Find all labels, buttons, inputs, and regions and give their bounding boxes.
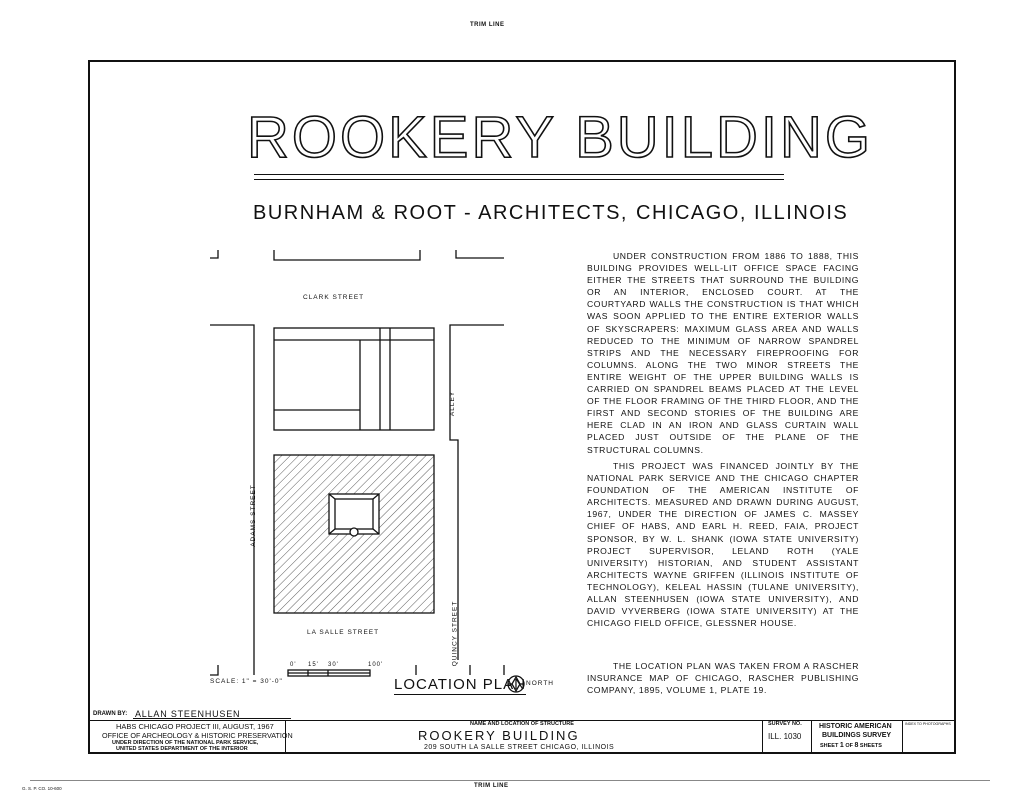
project-line-3: UNDER DIRECTION OF THE NATIONAL PARK SERVICE, (112, 740, 259, 746)
project-line-4: UNITED STATES DEPARTMENT OF THE INTERIOR (116, 746, 248, 752)
trim-rule-bottom (30, 780, 990, 781)
credits-paragraph: THIS PROJECT WAS FINANCED JOINTLY BY THE NATIONAL PARK SERVICE AND THE CHICAGO CHAPTER FOUNDATION OF THE AMERICAN INSTITUTE OF ARCHITECTS. MEASURED AND DRAWN DURING AUGUST, 1967, UNDER THE DIRECTION OF JAMES C. MASSEY CHIEF OF HABS, AND EARL H. REED, FAIA, PROJECT SPONSOR, BY W. L. SHANK (IOWA STATE UNIVERSITY) PROJECT SUPERVISOR, LELAND ROTH (YALE UNIVERSITY) HISTORIAN, AND STUDENT ASSISTANT ARCHITECTS WAYNE GRIFFEN (ILLINOIS INSTITUTE OF TECHNOLOGY), KELEAL HASSIN (TULANE UNIVERSITY), ALLAN STEENHUSEN (IOWA STATE UNIVERSITY), AND DAVID VYVERBERG (IOWA STATE UNIVERSITY) AT THE CHICAGO FIELD OFFICE, GLESSNER HOUSE. (587, 461, 859, 629)
description-paragraph: UNDER CONSTRUCTION FROM 1886 TO 1888, THIS BUILDING PROVIDES WELL-LIT OFFICE SPACE FACING EITHER THE STREETS THAT SURROUND THE BUILDING OR AN INTERIOR, ENCLOSED COURT. AT THE COURTYARD WALLS THE CONSTRUCTION IS THAT WHICH WAS SOON APPLIED TO THE ENTIRE EXTERIOR WALLS OF SKYSCRAPERS: MAXIMUM GLASS AREA AND WALLS REDUCED TO THE MINIMUM OF NARROW SPANDREL STRIPS AND THE NECESSARY FIREPROOFING FOR COLUMNS. ALONG THE TWO MINOR STREETS THE ENTIRE WEIGHT OF THE UPPER BUILDING WALLS IS CARRIED ON SPANDREL BEAMS PLACED AT THE LEVEL OF THE FLOOR FRAMING OF THE THIRD FLOOR, AND THE FIRST AND SECOND STORIES OF THE BUILDING ARE HERE CLAD IN AN IRON AND GLASS CURTAIN WALL PLACED JUST OUTSIDE OF THE PLANE OF THE STRUCTURAL COLUMNS. (587, 251, 859, 455)
name-label: NAME AND LOCATION OF STRUCTURE (470, 721, 574, 727)
title-underline-top (254, 174, 784, 175)
index-note: INDEX TO PHOTOGRAPHS (905, 722, 951, 726)
drawn-by-label: DRAWN BY: (93, 711, 128, 717)
sheet-count: SHEET 1 OF 8 SHEETS (820, 742, 882, 749)
trim-line-bottom: TRIM LINE (474, 783, 509, 789)
scale-tick-100: 100' (368, 662, 384, 668)
drawn-by-underline (133, 718, 291, 719)
scale-tick-30: 30' (328, 662, 339, 668)
project-line-2: OFFICE OF ARCHEOLOGY & HISTORIC PRESERVATION (102, 731, 293, 740)
quincy-street-label: QUINCY STREET (451, 600, 459, 667)
title-underline-bottom (254, 179, 784, 180)
scale-label: SCALE: 1" = 30'-0" (210, 678, 283, 685)
habs-line-2: BUILDINGS SURVEY (822, 732, 892, 739)
location-plan-title: LOCATION PLAN (394, 676, 526, 693)
la-salle-street-label: LA SALLE STREET (307, 629, 380, 636)
project-line-1: HABS CHICAGO PROJECT III, AUGUST, 1967 (116, 722, 274, 731)
adams-street-label: ADAMS STREET (249, 484, 257, 547)
clark-street-label: CLARK STREET (303, 294, 365, 301)
drawn-by-name: ALLAN STEENHUSEN (135, 709, 241, 719)
structure-name: ROOKERY BUILDING (418, 728, 580, 743)
gpo-note: G. S. P. CO. 10-600 (22, 786, 62, 791)
structure-address: 209 SOUTH LA SALLE STREET CHICAGO, ILLINOIS (424, 744, 615, 751)
source-paragraph: THE LOCATION PLAN WAS TAKEN FROM A RASCHER INSURANCE MAP OF CHICAGO, RASCHER PUBLISHING COMPANY, 1895, VOLUME 1, PLATE 19. (587, 661, 859, 696)
scale-tick-0: 0' (290, 662, 297, 668)
sheet-title: ROOKERY BUILDING (247, 105, 874, 170)
location-plan-map (200, 240, 560, 700)
north-label: NORTH (526, 680, 554, 687)
trim-line-top: TRIM LINE (470, 22, 505, 28)
habs-line-1: HISTORIC AMERICAN (819, 723, 892, 730)
survey-number: ILL. 1030 (768, 732, 802, 741)
scale-tick-15: 15' (308, 662, 319, 668)
subtitle-architects: BURNHAM & ROOT - ARCHITECTS, (253, 202, 628, 224)
subtitle-location: CHICAGO, ILLINOIS (636, 202, 849, 224)
alley-label: ALLEY (449, 390, 457, 417)
survey-label: SURVEY NO. (768, 721, 802, 727)
